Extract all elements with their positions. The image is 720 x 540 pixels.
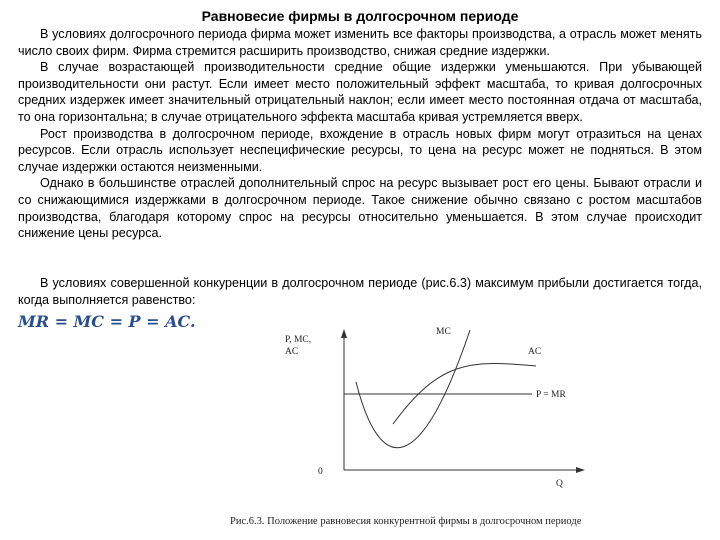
origin-label: 0: [318, 467, 323, 477]
page-title: Равновесие фирмы в долгосрочном периоде: [201, 8, 519, 24]
mc-curve: [356, 330, 470, 448]
x-axis-label: Q: [556, 479, 563, 489]
paragraph: Рост производства в долгосрочном периоде, вхождение в отрасль новых фирм могут отразиться на ценах ресурсов. Если отрасль использует неспецифические ресурсы, то цена на ресурс может не подняться. В этом случае издержки остаются неизменными.: [18, 126, 702, 174]
ac-label: AC: [528, 347, 542, 357]
paragraph: Однако в большинстве отраслей дополнительный спрос на ресурс вызывает рост его цены. Бывают отрасли и со снижающимися издержками в долгосрочном периоде. Такое снижение обычно связано с ростом масштабов производства, благодаря которому спрос на ресурсы относительно уменьшается. В этом случае происходит снижение цены ресурса.: [18, 176, 702, 241]
y-axis-label-2: AC: [285, 347, 299, 357]
equilibrium-formula: MR = MC = P = AC.: [18, 312, 196, 331]
x-axis-arrow: [576, 467, 585, 473]
price-label: P = MR: [536, 390, 566, 400]
paragraph: В условиях долгосрочного периода фирма может изменить все факторы производства, а отрасль может менять число своих фирм. Фирма стремится расширить производство, снижая средние издержки.: [18, 27, 702, 58]
mc-label: MC: [436, 327, 451, 337]
y-axis-arrow: [341, 329, 347, 338]
paragraph: В случае возрастающей производительности средние общие издержки уменьшаются. При убывающей производительности они растут. Если имеет место положительный эффект масштаба, то кривая долгосрочных средних издержек имеет значительный отрицательный наклон; если имеет место постоянная отдача от масштаба, то она горизонтальна; в случае отрицательного эффекта масштаба кривая устремляется вверх.: [18, 60, 702, 124]
y-axis-label: P, MC,: [285, 335, 312, 345]
paragraph: В условиях совершенной конкуренции в долгосрочном периоде (рис.6.3) максимум прибыли достигается тогда, когда выполняется равенство:: [18, 276, 702, 307]
figure-caption: Рис.6.3. Положение равновесия конкурентной фирмы в долгосрочном периоде: [230, 516, 582, 527]
